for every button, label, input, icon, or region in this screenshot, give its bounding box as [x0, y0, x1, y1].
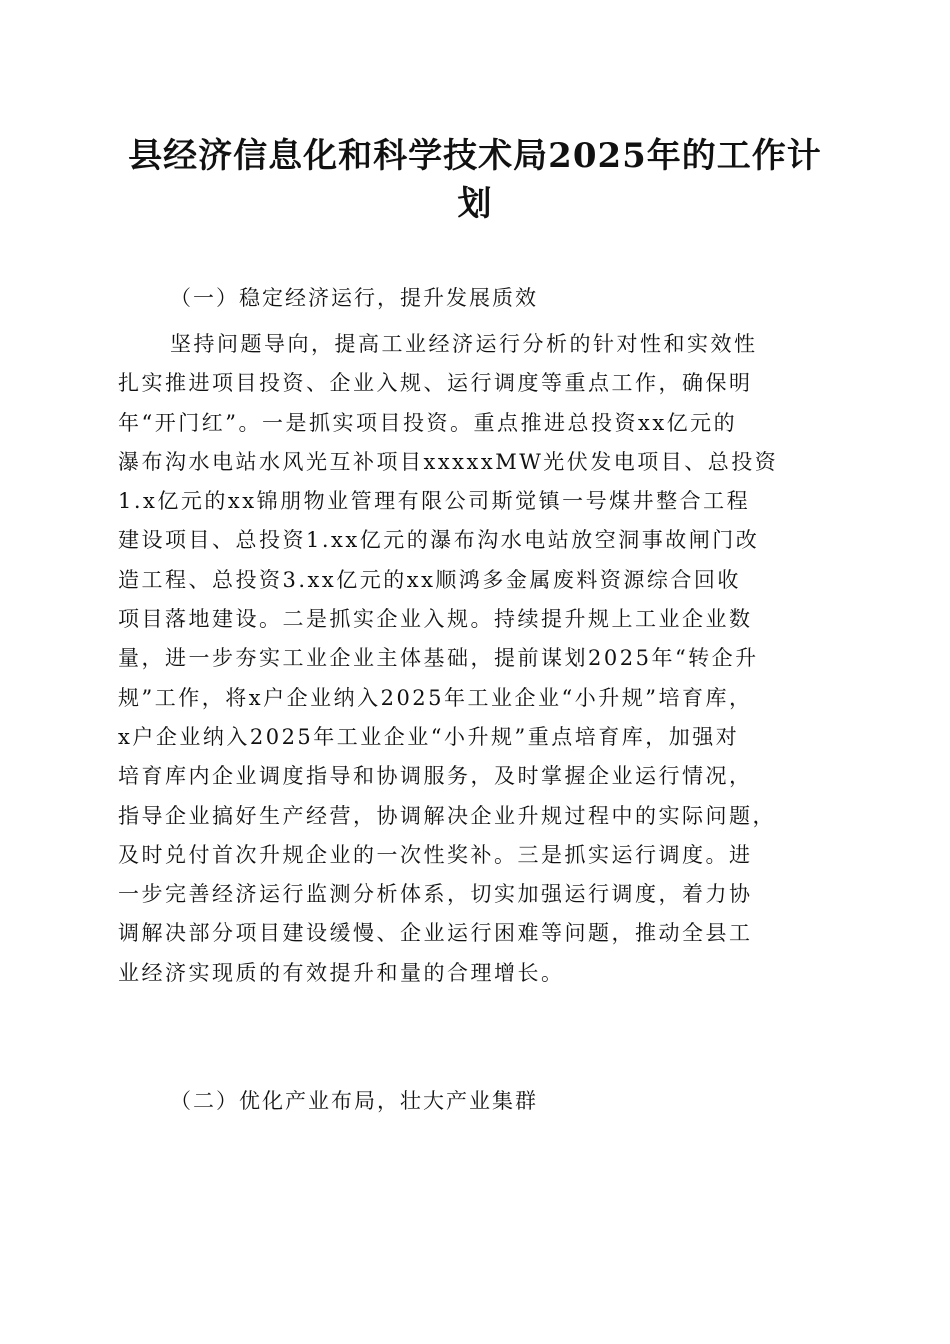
body-line: 造工程、总投资3.xx亿元的xx顺鸿多金属废料资源综合回收: [118, 567, 741, 592]
section-2-heading: （二）优化产业布局，壮大产业集群: [170, 1089, 538, 1113]
body-line: 指导企业搞好生产经营，协调解决企业升规过程中的实际问题，: [118, 803, 776, 828]
body-line: 量，进一步夯实工业企业主体基础，提前谋划2025年“转企升: [118, 646, 759, 671]
body-line: 及时兑付首次升规企业的一次性奖补。三是抓实运行调度。进: [118, 842, 753, 867]
section-1-body: [118, 325, 830, 993]
body-line: 培育库内企业调度指导和协调服务，及时掌握企业运行情况，: [118, 764, 753, 789]
body-line: 调解决部分项目建设缓慢、企业运行困难等问题，推动全县工: [118, 921, 753, 946]
body-line: 建设项目、总投资1.xx亿元的瀑布沟水电站放空洞事故闸门改: [118, 528, 760, 553]
section-1-heading: （一）稳定经济运行，提升发展质效: [170, 286, 538, 310]
title-line-1: 县经济信息化和科学技术局2025年的工作计: [128, 136, 822, 176]
body-line: 业经济实现质的有效提升和量的合理增长。: [118, 960, 565, 985]
body-line: 1.x亿元的xx锦朋物业管理有限公司斯觉镇一号煤井整合工程: [118, 489, 751, 514]
body-line: 年“开门红”。一是抓实项目投资。重点推进总投资xx亿元的: [118, 410, 738, 435]
body-line: 项目落地建设。二是抓实企业入规。持续提升规上工业企业数: [118, 607, 753, 632]
body-line: x户企业纳入2025年工业企业“小升规”重点培育库，加强对: [118, 724, 740, 749]
body-line: 坚持问题导向，提高工业经济运行分析的针对性和实效性: [170, 332, 758, 356]
title-line-2: 划: [457, 184, 493, 224]
body-line: 扎实推进项目投资、企业入规、运行调度等重点工作，确保明: [118, 371, 753, 396]
body-line: 瀑布沟水电站水风光互补项目xxxxxMW光伏发电项目、总投资: [118, 449, 779, 474]
body-line: 一步完善经济运行监测分析体系，切实加强运行调度，着力协: [118, 882, 753, 907]
body-line: 规”工作，将x户企业纳入2025年工业企业“小升规”培育库，: [118, 685, 753, 710]
document-title: [110, 132, 840, 228]
